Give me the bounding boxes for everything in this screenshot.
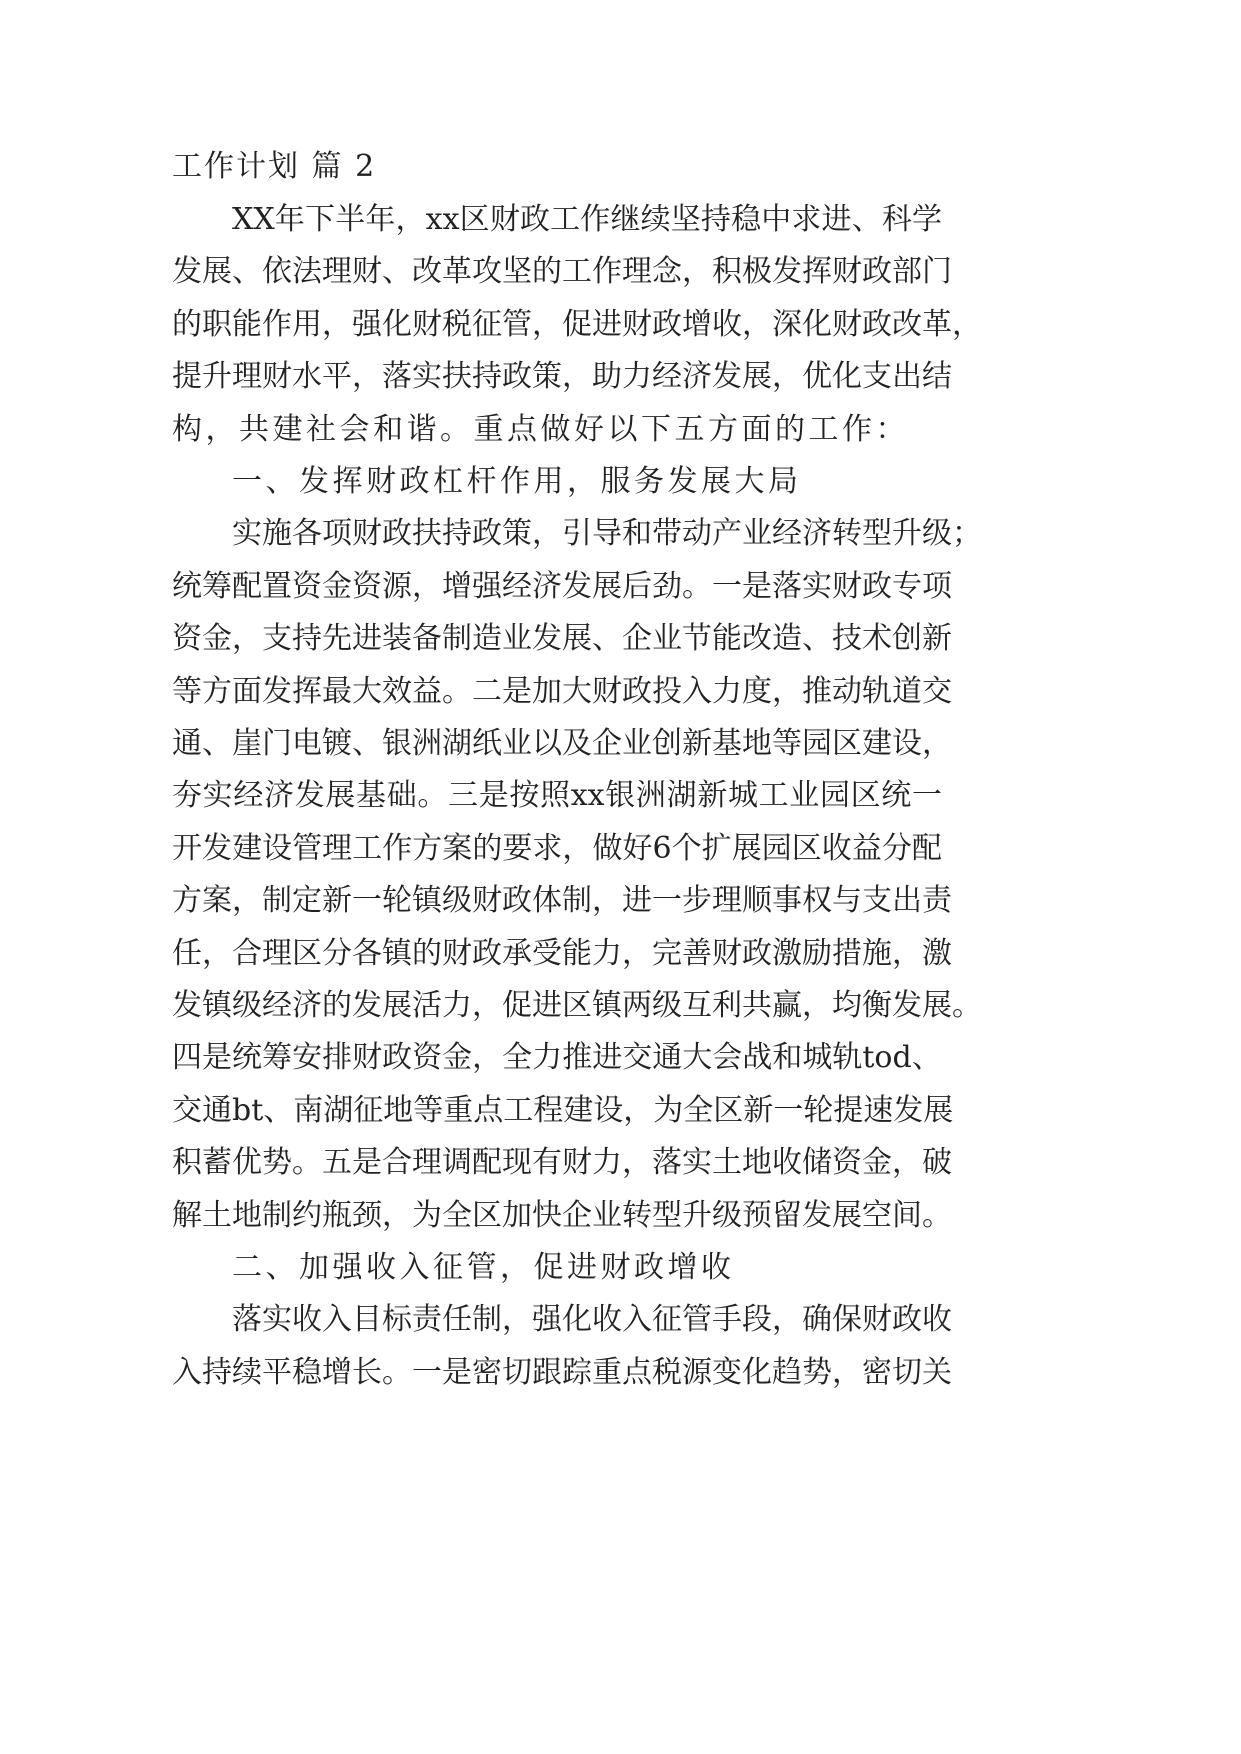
text-line: 交 通 bt 、 南 湖 征 地 等 重 点 工 程 建 设 ， 为 全 区 新 一 轮 提 速 发 展 xyxy=(172,1092,954,1128)
text-line: 开 发 建 设 管 理 工 作 方 案 的 要 求 ， 做 好 6 个 扩 展 园 区 收 益 分 配 xyxy=(172,830,942,866)
text-line: 提 升 理 财 水 平 ， 落 实 扶 持 政 策 ， 助 力 经 济 发 展 ， 优 化 支 出 结 xyxy=(172,359,952,395)
text-line: 通 、 崖 门 电 镀 、 银 洲 湖 纸 业 以 及 企 业 创 新 基 地 等 园 区 建 设 ， xyxy=(172,726,952,761)
text-line: 积 蓄 优 势 。 五 是 合 理 调 配 现 有 财 力 ， 落 实 土 地 收 储 资 金 ， 破 xyxy=(172,1145,952,1181)
text-line: 发 镇 级 经 济 的 发 展 活 力 ， 促 进 区 镇 两 级 互 利 共 赢 ， 均 衡 发 展 。 xyxy=(172,988,982,1023)
text-line: 构，共建社会和谐。重点做好以下五方面的工作： xyxy=(172,411,909,447)
text-line: 实 施 各 项 财 政 扶 持 政 策 ， 引 导 和 带 动 产 业 经 济 转 型 升 级 ； xyxy=(232,516,982,552)
text-line: 入 持 续 平 稳 增 长 。 一 是 密 切 跟 踪 重 点 税 源 变 化 趋 势 ， 密 切 关 xyxy=(172,1354,952,1390)
document-title: 工作计划 篇 2 xyxy=(172,149,377,184)
text-line: 资 金 ， 支 持 先 进 装 备 制 造 业 发 展 、 企 业 节 能 改 造 、 技 术 创 新 xyxy=(172,621,952,657)
text-line: XX 年 下 半 年 ， xx 区 财 政 工 作 继 续 坚 持 稳 中 求 进 、 科 学 xyxy=(232,202,942,237)
text-line: 方 案 ， 制 定 新 一 轮 镇 级 财 政 体 制 ， 进 一 步 理 顺 事 权 与 支 出 责 xyxy=(172,883,952,919)
text-line: 四 是 统 筹 安 排 财 政 资 金 ， 全 力 推 进 交 通 大 会 战 和 城 轨 tod 、 xyxy=(172,1040,942,1076)
text-line: 任 ， 合 理 区 分 各 镇 的 财 政 承 受 能 力 ， 完 善 财 政 激 励 措 施 ， 激 xyxy=(172,935,952,971)
section-heading: 一、发挥财政杠杆作用，服务发展大局 xyxy=(232,464,802,499)
text-line: 解 土 地 制 约 瓶 颈 ， 为 全 区 加 快 企 业 转 型 升 级 预 留 发 展 空 间 。 xyxy=(172,1197,952,1233)
text-line: 等 方 面 发 挥 最 大 效 益 。 二 是 加 大 财 政 投 入 力 度 ， 推 动 轨 道 交 xyxy=(172,673,952,709)
text-line: 发 展 、 依 法 理 财 、 改 革 攻 坚 的 工 作 理 念 ， 积 极 发 挥 财 政 部 门 xyxy=(172,254,952,290)
section-heading: 二、加强收入征管，促进财政增收 xyxy=(232,1250,735,1285)
text-line: 夯 实 经 济 发 展 基 础 。 三 是 按 照 xx 银 洲 湖 新 城 工 业 园 区 统 一 xyxy=(172,778,942,814)
text-line: 统 筹 配 置 资 金 资 源 ， 增 强 经 济 发 展 后 劲 。 一 是 落 实 财 政 专 项 xyxy=(172,568,952,604)
text-line: 落 实 收 入 目 标 责 任 制 ， 强 化 收 入 征 管 手 段 ， 确 保 财 政 收 xyxy=(232,1302,952,1338)
text-line: 的 职 能 作 用 ， 强 化 财 税 征 管 ， 促 进 财 政 增 收 ， 深 化 财 政 改 革 ， xyxy=(172,306,982,342)
